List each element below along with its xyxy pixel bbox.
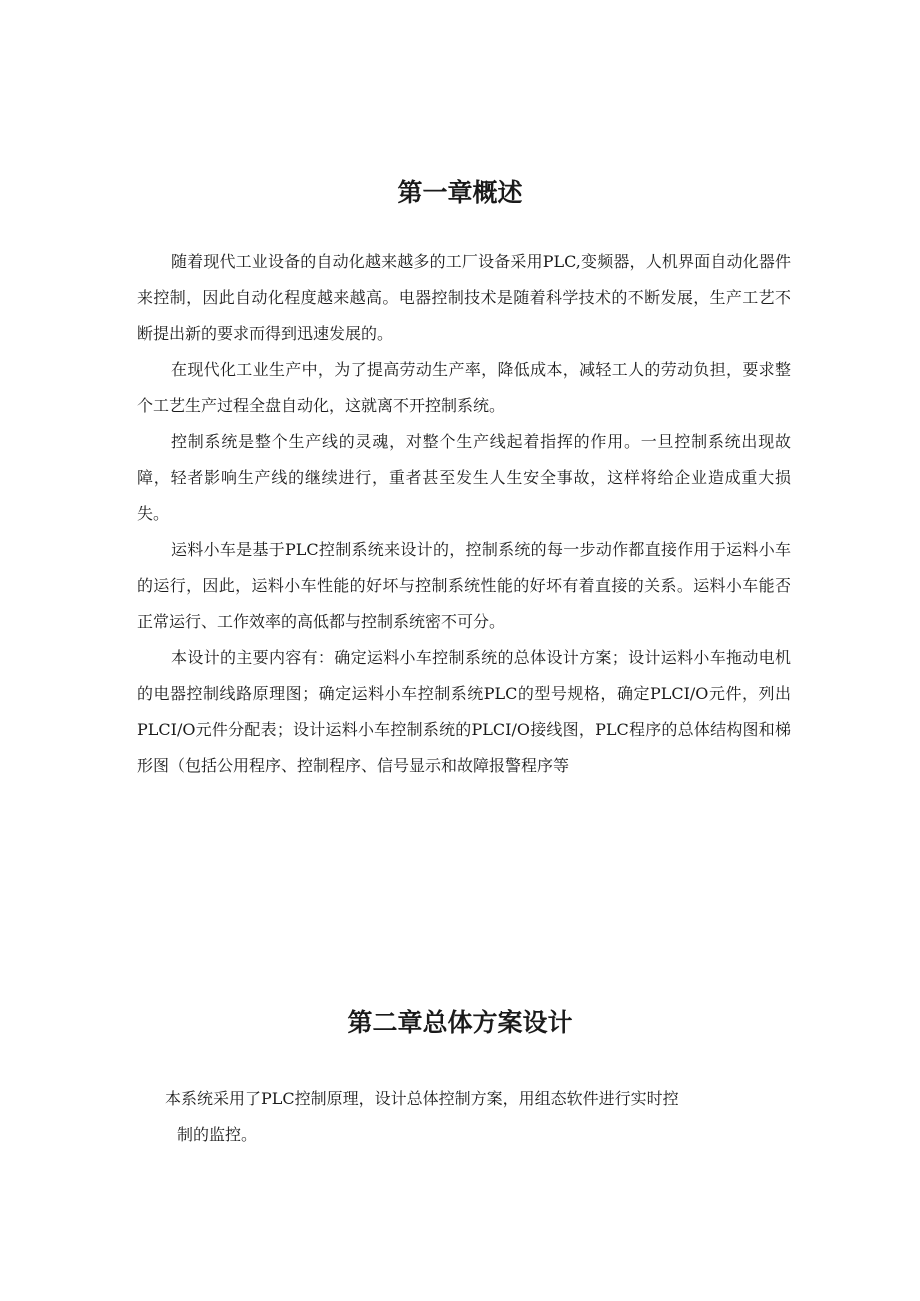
paragraph-control-system: 控制系统是整个生产线的灵魂，对整个生产线起着指挥的作用。一旦控制系统出现故障，轻者影响生产线的继续进行，重者甚至发生人生安全事故，这样将给企业造成重大损失。 [137,432,791,523]
paragraph-cart: 运料小车是基于PLC控制系统来设计的，控制系统的每一步动作都直接作用于运料小车的运行，因此，运料小车性能的好坏与控制系统性能的好坏有着直接的关系。运料小车能否正常运行、工作效率的高低都与控制系统密不可分。 [137,540,791,631]
paragraph-intro: 随着现代工业设备的自动化越来越多的工厂设备采用PLC,变频器，人机界面自动化器件来控制，因此自动化程度越来越高。电器控制技术是随着科学技术的不断发展，生产工艺不断提出新的要求而得到迅速发展的。 [137,252,791,343]
chapter-1-title: 第一章概述 [397,178,523,207]
chapter-1-body [137,244,791,784]
chapter-2-line-2: 制的监控。 [177,1125,258,1144]
paragraph-design-content: 本设计的主要内容有：确定运料小车控制系统的总体设计方案；设计运料小车拖动电机的电器控制线路原理图；确定运料小车控制系统PLC的型号规格，确定PLCI/O元件，列出PLCI/O元件分配表；设计运料小车控制系统的PLCI/O接线图，PLC程序的总体结构图和梯形图（包括公用程序、控制程序、信号显示和故障报警程序等 [137,648,791,775]
paragraph-production: 在现代化工业生产中，为了提高劳动生产率，降低成本，减轻工人的劳动负担，要求整个工艺生产过程全盘自动化，这就离不开控制系统。 [137,360,791,415]
chapter-2-body [165,1081,725,1153]
chapter-2-line-1: 本系统采用了PLC控制原理，设计总体控制方案，用组态软件进行实时控 [165,1089,679,1108]
chapter-2-title: 第二章总体方案设计 [347,1008,573,1037]
